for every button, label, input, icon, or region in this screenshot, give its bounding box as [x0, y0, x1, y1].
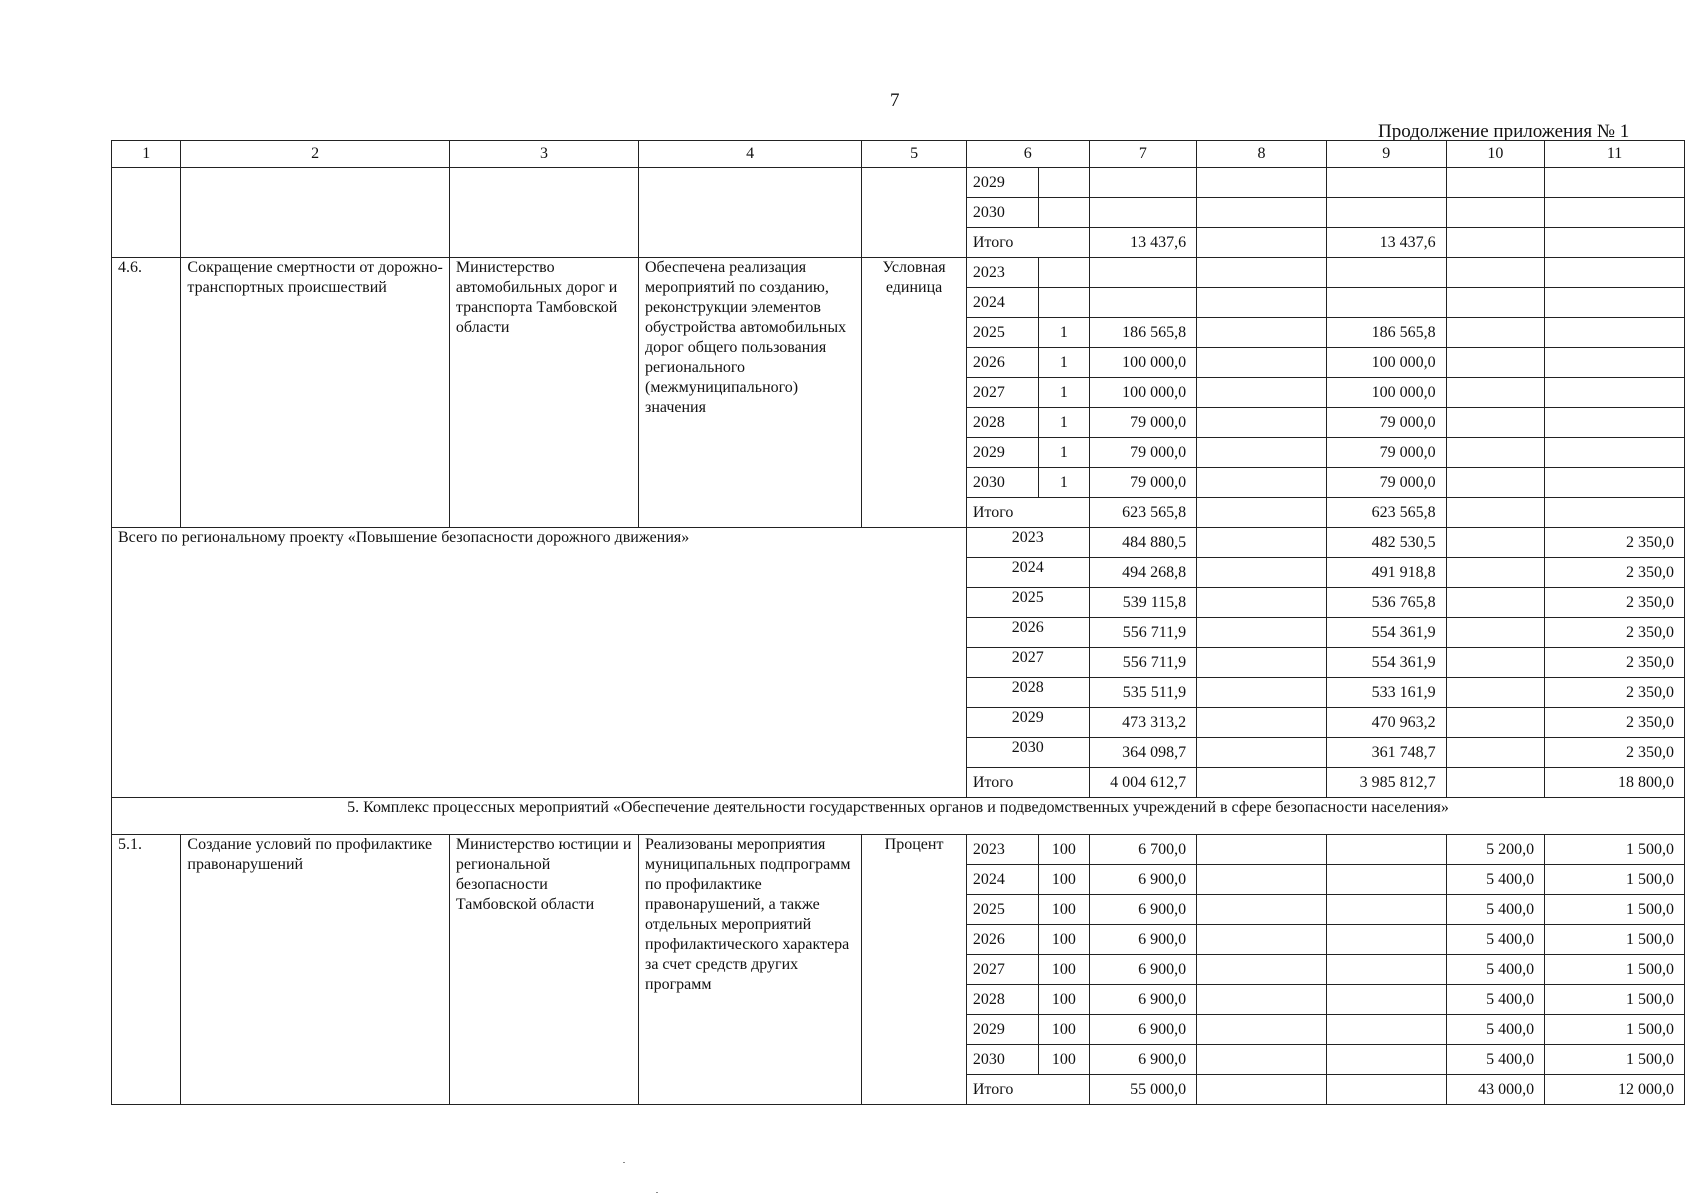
value-cell: 1 — [1039, 408, 1089, 438]
section-5-block — [112, 798, 1685, 835]
col11-cell: 2 350,0 — [1545, 648, 1685, 678]
col8-cell — [1197, 925, 1327, 955]
year-cell: 2025 — [966, 588, 1089, 618]
col9-cell — [1326, 985, 1446, 1015]
project-total-block — [112, 528, 1685, 798]
col7-cell: 6 900,0 — [1089, 1045, 1197, 1075]
scan-speck — [623, 1162, 625, 1163]
empty-cell — [449, 168, 638, 258]
col8-cell — [1197, 985, 1327, 1015]
col9-cell — [1326, 955, 1446, 985]
year-cell: 2027 — [966, 378, 1038, 408]
table-row — [112, 835, 1685, 865]
col11-cell: 1 500,0 — [1545, 985, 1685, 1015]
col7-cell: 6 900,0 — [1089, 1015, 1197, 1045]
col11-cell — [1545, 408, 1685, 438]
col11-cell: 2 350,0 — [1545, 678, 1685, 708]
col10-cell — [1446, 318, 1545, 348]
value-cell: 1 — [1039, 348, 1089, 378]
col7-cell: 100 000,0 — [1089, 348, 1197, 378]
col11-cell: 1 500,0 — [1545, 1015, 1685, 1045]
col10-cell: 43 000,0 — [1446, 1075, 1545, 1105]
item-number: 4.6. — [112, 258, 181, 528]
col7-cell: 79 000,0 — [1089, 438, 1197, 468]
col11-cell: 2 350,0 — [1545, 618, 1685, 648]
year-cell: 2023 — [966, 528, 1089, 558]
col9-cell: 470 963,2 — [1326, 708, 1446, 738]
year-cell: 2030 — [966, 198, 1038, 228]
value-cell: 1 — [1039, 438, 1089, 468]
item-number: 5.1. — [112, 835, 181, 1105]
year-cell: 2028 — [966, 985, 1038, 1015]
col9-cell: 79 000,0 — [1326, 438, 1446, 468]
annex-table — [111, 140, 1685, 1105]
col8-cell — [1197, 865, 1327, 895]
col7-cell: 484 880,5 — [1089, 528, 1197, 558]
col10-cell — [1446, 498, 1545, 528]
col7-cell — [1089, 168, 1197, 198]
col8-cell — [1197, 1045, 1327, 1075]
col7-cell: 6 900,0 — [1089, 985, 1197, 1015]
col7-cell: 556 711,9 — [1089, 648, 1197, 678]
col10-cell — [1446, 198, 1545, 228]
col8-cell — [1197, 288, 1327, 318]
col7-cell — [1089, 258, 1197, 288]
year-cell: 2029 — [966, 708, 1089, 738]
value-cell: 100 — [1039, 895, 1089, 925]
col8-cell — [1197, 318, 1327, 348]
scan-speck — [656, 1192, 658, 1193]
year-cell: 2025 — [966, 895, 1038, 925]
col11-cell: 1 500,0 — [1545, 1045, 1685, 1075]
col11-cell — [1545, 318, 1685, 348]
col11-cell — [1545, 378, 1685, 408]
col8-cell — [1197, 768, 1327, 798]
year-cell: 2027 — [966, 648, 1089, 678]
col10-cell — [1446, 408, 1545, 438]
col8-cell — [1197, 558, 1327, 588]
col10-cell — [1446, 678, 1545, 708]
col10-cell — [1446, 768, 1545, 798]
col8-cell — [1197, 1015, 1327, 1045]
col9-cell: 536 765,8 — [1326, 588, 1446, 618]
col11-cell: 2 350,0 — [1545, 558, 1685, 588]
col11-cell — [1545, 438, 1685, 468]
col11-cell — [1545, 258, 1685, 288]
col9-cell — [1326, 835, 1446, 865]
year-cell: 2027 — [966, 955, 1038, 985]
col7-cell: 6 900,0 — [1089, 925, 1197, 955]
table-row — [112, 168, 1685, 198]
col10-cell — [1446, 168, 1545, 198]
total-label: Итого — [966, 228, 1089, 258]
col9-cell — [1326, 198, 1446, 228]
col8-cell — [1197, 618, 1327, 648]
header-cell: 7 — [1089, 141, 1197, 168]
col7-cell: 364 098,7 — [1089, 738, 1197, 768]
year-cell: 2023 — [966, 258, 1038, 288]
col9-cell: 3 985 812,7 — [1326, 768, 1446, 798]
year-cell: 2030 — [966, 738, 1089, 768]
col7-cell: 6 700,0 — [1089, 835, 1197, 865]
col8-cell — [1197, 408, 1327, 438]
col7-cell: 79 000,0 — [1089, 468, 1197, 498]
col7-cell — [1089, 198, 1197, 228]
col8-cell — [1197, 895, 1327, 925]
header-cell: 6 — [966, 141, 1089, 168]
value-cell: 100 — [1039, 985, 1089, 1015]
col10-cell — [1446, 588, 1545, 618]
col7-cell: 494 268,8 — [1089, 558, 1197, 588]
col10-cell — [1446, 468, 1545, 498]
item-result: Реализованы мероприятия муниципальных подпрограмм по профилактике правонарушений, а также отдельных мероприятий профилактического характера за счет средств других программ — [639, 835, 862, 1105]
col8-cell — [1197, 1075, 1327, 1105]
item-result: Обеспечена реализация мероприятий по созданию, реконструкции элементов обустройства автомобильных дорог общего пользования регионального (межмуниципального) значения — [639, 258, 862, 528]
item-4-6-block — [112, 258, 1685, 528]
header-row-group — [112, 141, 1685, 168]
header-cell: 1 — [112, 141, 181, 168]
col10-cell — [1446, 438, 1545, 468]
value-cell: 1 — [1039, 468, 1089, 498]
value-cell — [1039, 168, 1089, 198]
col11-cell: 1 500,0 — [1545, 925, 1685, 955]
section-heading-row — [112, 798, 1685, 835]
col8-cell — [1197, 258, 1327, 288]
col8-cell — [1197, 955, 1327, 985]
col11-cell: 1 500,0 — [1545, 955, 1685, 985]
value-cell: 1 — [1039, 378, 1089, 408]
col10-cell: 5 400,0 — [1446, 985, 1545, 1015]
col10-cell: 5 400,0 — [1446, 895, 1545, 925]
col9-cell: 482 530,5 — [1326, 528, 1446, 558]
col8-cell — [1197, 528, 1327, 558]
col8-cell — [1197, 835, 1327, 865]
total-label: Итого — [966, 498, 1089, 528]
empty-cell — [112, 168, 181, 258]
col8-cell — [1197, 588, 1327, 618]
year-cell: 2026 — [966, 618, 1089, 648]
col9-cell — [1326, 288, 1446, 318]
value-cell — [1039, 258, 1089, 288]
year-cell: 2029 — [966, 438, 1038, 468]
col7-cell: 100 000,0 — [1089, 378, 1197, 408]
col10-cell — [1446, 378, 1545, 408]
col8-cell — [1197, 228, 1327, 258]
col9-cell: 13 437,6 — [1326, 228, 1446, 258]
col11-cell: 12 000,0 — [1545, 1075, 1685, 1105]
col7-cell: 186 565,8 — [1089, 318, 1197, 348]
value-cell: 100 — [1039, 1015, 1089, 1045]
col10-cell — [1446, 618, 1545, 648]
col9-cell: 491 918,8 — [1326, 558, 1446, 588]
col8-cell — [1197, 168, 1327, 198]
col11-cell: 1 500,0 — [1545, 835, 1685, 865]
col7-cell: 623 565,8 — [1089, 498, 1197, 528]
header-cell: 3 — [449, 141, 638, 168]
header-cell: 10 — [1446, 141, 1545, 168]
col11-cell: 2 350,0 — [1545, 738, 1685, 768]
col9-cell: 79 000,0 — [1326, 468, 1446, 498]
item-unit: Условная единица — [862, 258, 967, 528]
item-responsible: Министерство юстиции и региональной безопасности Тамбовской области — [449, 835, 638, 1105]
col9-cell: 554 361,9 — [1326, 618, 1446, 648]
value-cell — [1039, 198, 1089, 228]
col11-cell — [1545, 348, 1685, 378]
header-cell: 5 — [862, 141, 967, 168]
item-name: Создание условий по профилактике правонарушений — [181, 835, 450, 1105]
header-cell: 9 — [1326, 141, 1446, 168]
col9-cell: 533 161,9 — [1326, 678, 1446, 708]
col8-cell — [1197, 648, 1327, 678]
table-row — [112, 258, 1685, 288]
col8-cell — [1197, 738, 1327, 768]
col10-cell — [1446, 528, 1545, 558]
col11-cell: 2 350,0 — [1545, 528, 1685, 558]
col11-cell — [1545, 198, 1685, 228]
col8-cell — [1197, 378, 1327, 408]
col9-cell — [1326, 258, 1446, 288]
col10-cell: 5 400,0 — [1446, 865, 1545, 895]
header-row — [112, 141, 1685, 168]
col10-cell — [1446, 348, 1545, 378]
col11-cell — [1545, 288, 1685, 318]
section-heading: 5. Комплекс процессных мероприятий «Обеспечение деятельности государственных органов и подведомственных учреждений в сфере безопасности населения» — [112, 798, 1685, 835]
col11-cell: 1 500,0 — [1545, 895, 1685, 925]
col9-cell: 186 565,8 — [1326, 318, 1446, 348]
col10-cell: 5 400,0 — [1446, 925, 1545, 955]
col10-cell — [1446, 258, 1545, 288]
total-label: Итого — [966, 1075, 1089, 1105]
previous-item-block — [112, 168, 1685, 258]
col9-cell: 623 565,8 — [1326, 498, 1446, 528]
col10-cell: 5 200,0 — [1446, 835, 1545, 865]
col7-cell: 556 711,9 — [1089, 618, 1197, 648]
year-cell: 2030 — [966, 468, 1038, 498]
col11-cell: 1 500,0 — [1545, 865, 1685, 895]
col7-cell: 535 511,9 — [1089, 678, 1197, 708]
col11-cell — [1545, 468, 1685, 498]
col11-cell: 2 350,0 — [1545, 588, 1685, 618]
header-cell: 2 — [181, 141, 450, 168]
continuation-title: Продолжение приложения № 1 — [1378, 121, 1630, 142]
year-cell: 2029 — [966, 1015, 1038, 1045]
value-cell: 100 — [1039, 955, 1089, 985]
col9-cell: 361 748,7 — [1326, 738, 1446, 768]
col11-cell — [1545, 498, 1685, 528]
year-cell: 2024 — [966, 288, 1038, 318]
header-cell: 8 — [1197, 141, 1327, 168]
col9-cell — [1326, 1045, 1446, 1075]
header-cell: 11 — [1545, 141, 1685, 168]
empty-cell — [639, 168, 862, 258]
col11-cell: 2 350,0 — [1545, 708, 1685, 738]
col8-cell — [1197, 708, 1327, 738]
value-cell: 100 — [1039, 925, 1089, 955]
col7-cell: 6 900,0 — [1089, 955, 1197, 985]
year-cell: 2029 — [966, 168, 1038, 198]
year-cell: 2028 — [966, 408, 1038, 438]
year-cell: 2026 — [966, 348, 1038, 378]
col10-cell: 5 400,0 — [1446, 1045, 1545, 1075]
year-cell: 2028 — [966, 678, 1089, 708]
col9-cell: 100 000,0 — [1326, 348, 1446, 378]
col10-cell — [1446, 558, 1545, 588]
col11-cell: 18 800,0 — [1545, 768, 1685, 798]
value-cell — [1039, 288, 1089, 318]
col10-cell — [1446, 288, 1545, 318]
item-unit: Процент — [862, 835, 967, 1105]
col8-cell — [1197, 438, 1327, 468]
col7-cell: 539 115,8 — [1089, 588, 1197, 618]
page-number: 7 — [890, 90, 900, 111]
empty-cell — [181, 168, 450, 258]
col7-cell: 473 313,2 — [1089, 708, 1197, 738]
col9-cell — [1326, 1015, 1446, 1045]
col8-cell — [1197, 468, 1327, 498]
value-cell: 1 — [1039, 318, 1089, 348]
col10-cell — [1446, 648, 1545, 678]
year-cell: 2024 — [966, 558, 1089, 588]
col7-cell: 6 900,0 — [1089, 895, 1197, 925]
col9-cell — [1326, 865, 1446, 895]
col8-cell — [1197, 498, 1327, 528]
col7-cell: 6 900,0 — [1089, 865, 1197, 895]
col7-cell: 79 000,0 — [1089, 408, 1197, 438]
total-label: Итого — [966, 768, 1089, 798]
col10-cell — [1446, 228, 1545, 258]
col9-cell: 100 000,0 — [1326, 378, 1446, 408]
col10-cell: 5 400,0 — [1446, 1015, 1545, 1045]
col10-cell — [1446, 738, 1545, 768]
item-name: Сокращение смертности от дорожно-транспортных происшествий — [181, 258, 450, 528]
col9-cell: 79 000,0 — [1326, 408, 1446, 438]
col8-cell — [1197, 198, 1327, 228]
col9-cell — [1326, 1075, 1446, 1105]
table-row — [112, 528, 1685, 558]
col10-cell: 5 400,0 — [1446, 955, 1545, 985]
col8-cell — [1197, 348, 1327, 378]
year-cell: 2024 — [966, 865, 1038, 895]
empty-cell — [862, 168, 967, 258]
col10-cell — [1446, 708, 1545, 738]
col11-cell — [1545, 168, 1685, 198]
col7-cell: 4 004 612,7 — [1089, 768, 1197, 798]
year-cell: 2030 — [966, 1045, 1038, 1075]
year-cell: 2026 — [966, 925, 1038, 955]
col8-cell — [1197, 678, 1327, 708]
year-cell: 2023 — [966, 835, 1038, 865]
item-5-1-block — [112, 835, 1685, 1105]
col9-cell — [1326, 895, 1446, 925]
col9-cell — [1326, 925, 1446, 955]
value-cell: 100 — [1039, 865, 1089, 895]
col7-cell: 13 437,6 — [1089, 228, 1197, 258]
item-responsible: Министерство автомобильных дорог и транспорта Тамбовской области — [449, 258, 638, 528]
col7-cell: 55 000,0 — [1089, 1075, 1197, 1105]
project-total-label: Всего по региональному проекту «Повышение безопасности дорожного движения» — [112, 528, 967, 798]
value-cell: 100 — [1039, 835, 1089, 865]
header-cell: 4 — [639, 141, 862, 168]
col9-cell: 554 361,9 — [1326, 648, 1446, 678]
year-cell: 2025 — [966, 318, 1038, 348]
value-cell: 100 — [1039, 1045, 1089, 1075]
col7-cell — [1089, 288, 1197, 318]
col9-cell — [1326, 168, 1446, 198]
col11-cell — [1545, 228, 1685, 258]
